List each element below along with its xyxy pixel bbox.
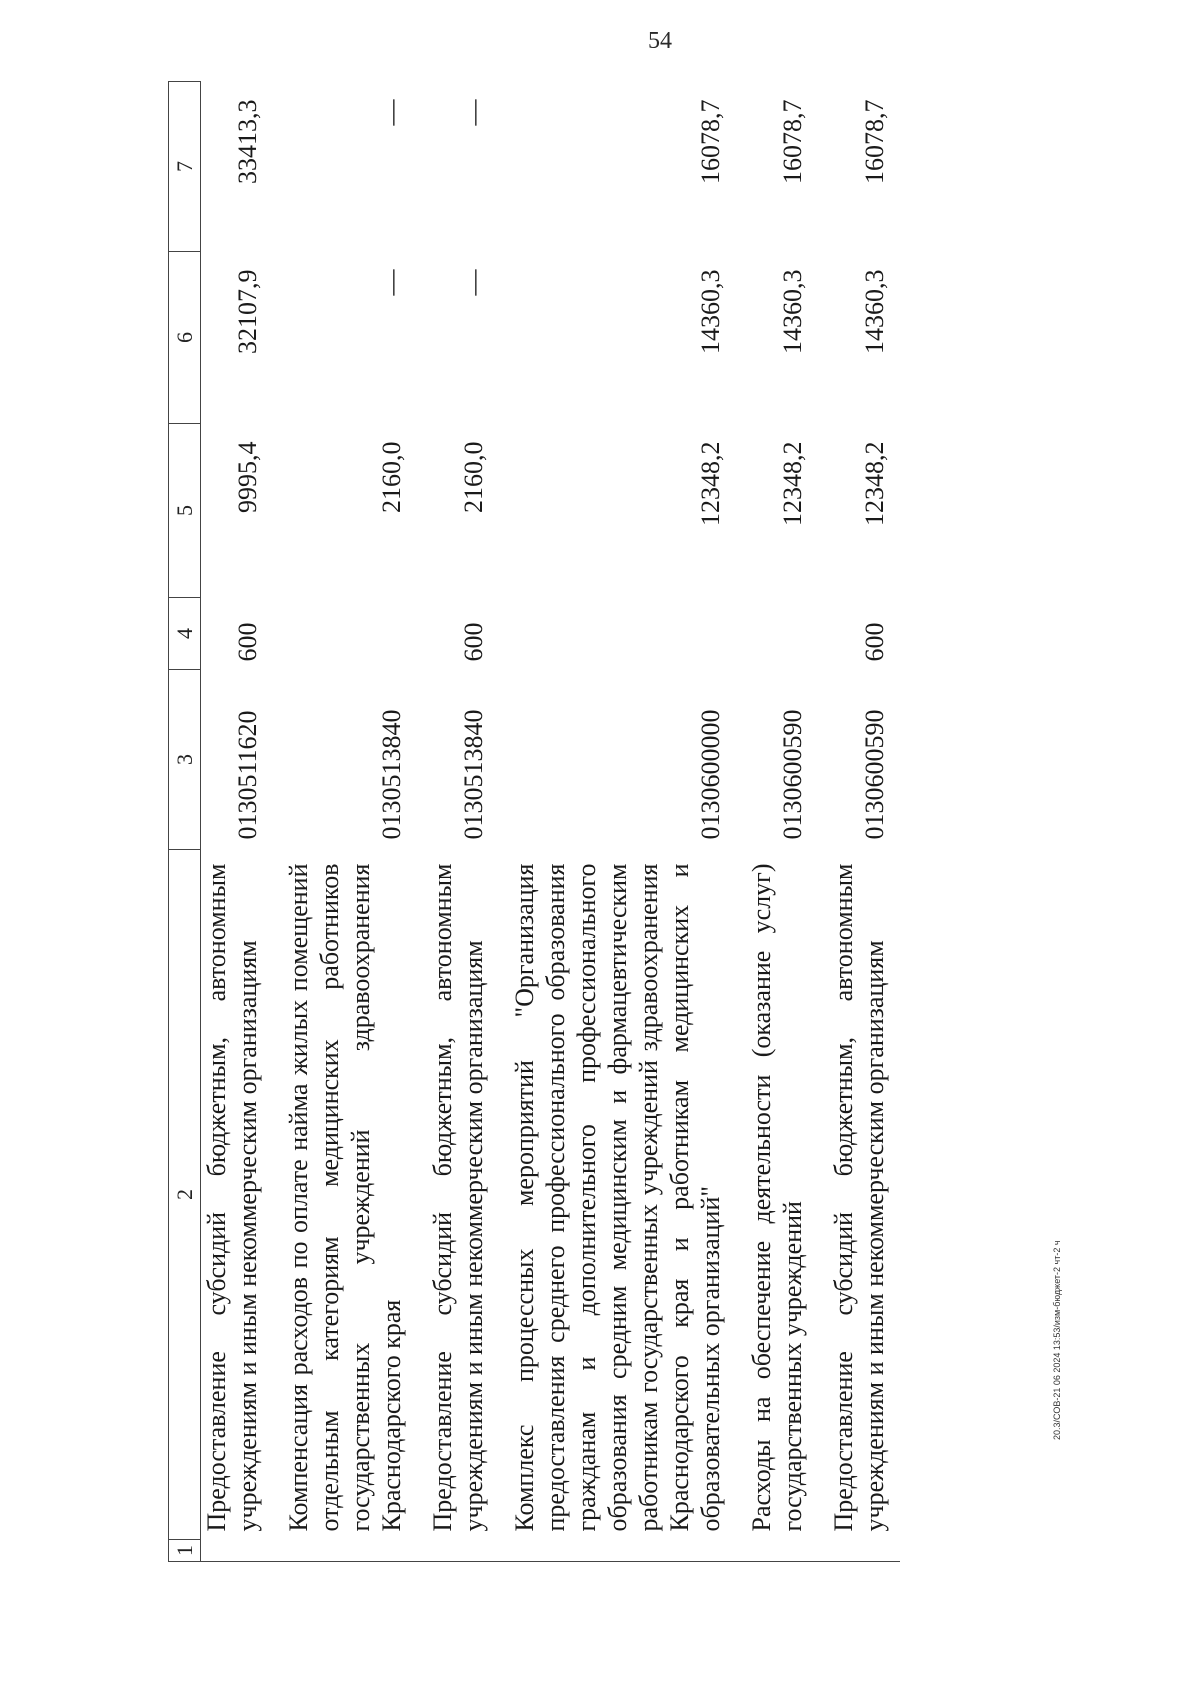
footer-code: 20.3/СОВ-21 06 2024 13:53/изм-бюджет-2 чт-2 ч xyxy=(1052,1240,1062,1440)
row-code: 0130600000 xyxy=(696,709,725,840)
row-col-1 xyxy=(201,1540,274,1562)
row-value-col7: 16078,7 xyxy=(778,99,807,184)
table-row xyxy=(273,82,417,1562)
table-row xyxy=(499,82,736,1562)
header-col-5: 5 xyxy=(169,424,201,598)
row-expense-type xyxy=(273,598,417,670)
row-value-col7: 33413,3 xyxy=(233,99,262,184)
row-value-col6: 14360,3 xyxy=(696,269,725,354)
row-expense-type: 600 xyxy=(459,622,488,662)
row-name: Предоставление субсидий бюджетным, автономным учреждениям и иным некоммерческим организациям xyxy=(428,863,488,1532)
row-value-col6: — xyxy=(459,269,488,296)
row-value-col5: 2160,0 xyxy=(459,441,488,513)
row-expense-type xyxy=(499,598,736,670)
header-row xyxy=(169,82,201,1562)
header-col-4: 4 xyxy=(169,598,201,670)
row-code: 0130513840 xyxy=(377,709,406,840)
row-col-1 xyxy=(818,1540,900,1562)
row-value-col5: 9995,4 xyxy=(233,441,262,513)
row-code: 0130511620 xyxy=(233,710,262,840)
table-row xyxy=(417,82,499,1562)
row-name: Предоставление субсидий бюджетным, автономным учреждениям и иным некоммерческим организациям xyxy=(202,863,262,1532)
row-col-1 xyxy=(417,1540,499,1562)
row-col-1 xyxy=(736,1540,818,1562)
row-value-col6: 32107,9 xyxy=(233,269,262,354)
row-col-1 xyxy=(499,1540,736,1562)
header-col-7: 7 xyxy=(169,82,201,252)
row-value-col7: — xyxy=(459,99,488,126)
row-value-col6: — xyxy=(377,269,406,296)
header-col-6: 6 xyxy=(169,252,201,424)
row-value-col6: 14360,3 xyxy=(860,269,889,354)
header-col-2: 2 xyxy=(169,850,201,1540)
row-value-col7: 16078,7 xyxy=(860,99,889,184)
row-expense-type: 600 xyxy=(233,622,262,662)
row-value-col7: 16078,7 xyxy=(696,99,725,184)
row-value-col5: 12348,2 xyxy=(778,441,807,526)
row-name: Компенсация расходов по оплате найма жилых помещений отдельным категориям медицинских работников государственных учреждений здравоохранения Краснодарского края xyxy=(284,863,406,1532)
row-name: Расходы на обеспечение деятельности (оказание услуг) государственных учреждений xyxy=(747,863,807,1532)
row-value-col5: 12348,2 xyxy=(860,441,889,526)
row-expense-type: 600 xyxy=(860,622,889,662)
row-value-col6: 14360,3 xyxy=(778,269,807,354)
row-code: 0130600590 xyxy=(860,709,889,840)
header-col-1: 1 xyxy=(169,1540,201,1562)
row-col-1 xyxy=(273,1540,417,1562)
row-code: 0130600590 xyxy=(778,709,807,840)
row-code: 0130513840 xyxy=(459,709,488,840)
budget-table xyxy=(168,81,900,1562)
rotated-table-container xyxy=(168,82,1028,1562)
row-expense-type xyxy=(736,598,818,670)
page-number: 54 xyxy=(648,28,672,54)
table-row xyxy=(201,82,274,1562)
row-value-col5: 2160,0 xyxy=(377,441,406,513)
table-row xyxy=(736,82,818,1562)
header-col-3: 3 xyxy=(169,670,201,850)
row-name: Предоставление субсидий бюджетным, автономным учреждениям и иным некоммерческим организациям xyxy=(829,863,889,1532)
row-value-col5: 12348,2 xyxy=(696,441,725,526)
row-value-col7: — xyxy=(377,99,406,126)
table-row xyxy=(818,82,900,1562)
row-name: Комплекс процессных мероприятий "Организация предоставления среднего профессионального образования гражданам и дополнительного профессионального образования средним медицинским и фармацевтическим работникам государственных учреждений здравоохранения Краснодарского края и работникам медицинских и образовательных организаций" xyxy=(510,863,725,1532)
